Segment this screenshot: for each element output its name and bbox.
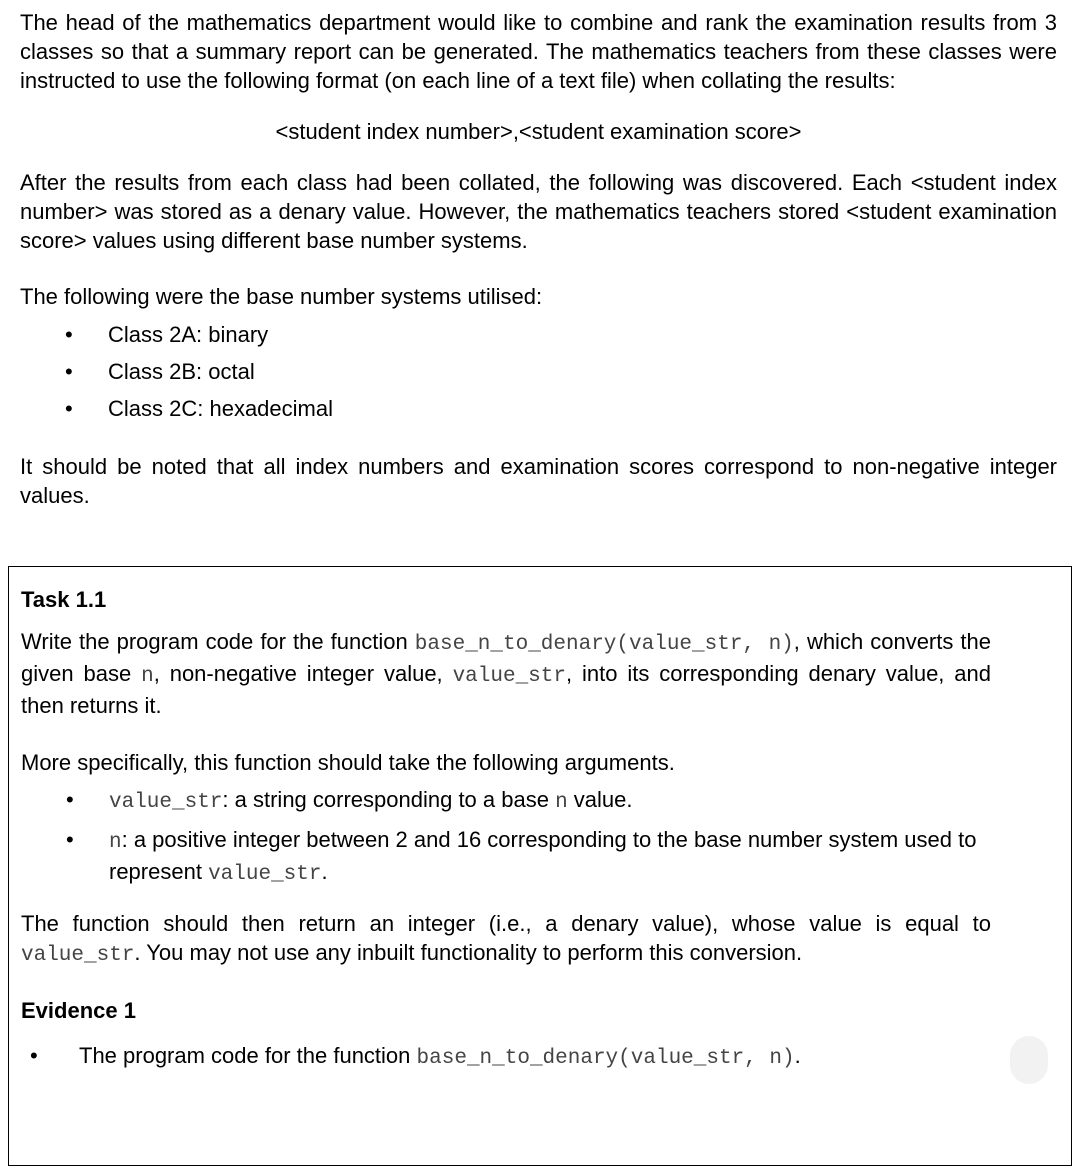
list-item: • n: a positive integer between 2 and 16 corresponding to the base number system used to represent value_str. xyxy=(66,827,977,886)
task-paragraph-3: The function should then return an integer (i.e., a denary value), whose value is equal to value_str. You may not use any inbuilt functionality to perform this conversion. xyxy=(21,911,991,967)
arguments-list xyxy=(21,785,991,889)
bullet-icon: • xyxy=(66,827,74,852)
bullet-icon: • xyxy=(66,787,74,812)
class-label: Class 2C: hexadecimal xyxy=(108,396,333,421)
evidence-list xyxy=(21,1041,991,1073)
task-paragraph-2: More specifically, this function should take the following arguments. xyxy=(21,750,675,775)
list-item xyxy=(20,394,1057,431)
class-label: Class 2B: octal xyxy=(108,359,255,384)
intro-paragraph-2: After the results from each class had been collated, the following was discovered. Each <student index number> was stored as a denary value. However, the mathematics teachers stored <student examination score> values using different base number systems. xyxy=(20,170,1057,253)
intro-paragraph-4: It should be noted that all index numbers and examination scores correspond to non-negative integer values. xyxy=(20,454,1057,508)
function-signature: base_n_to_denary(value_str, n) xyxy=(414,633,794,656)
corner-watermark xyxy=(1010,1036,1048,1084)
task-title: Task 1.1 xyxy=(21,587,107,612)
task-paragraph-1: Write the program code for the function base_n_to_denary(value_str, n), which converts the given base n, non-negative integer value, value_str, into its corresponding denary value, and then returns it. xyxy=(21,629,992,718)
list-item xyxy=(20,357,1057,394)
evidence-title: Evidence 1 xyxy=(21,998,136,1023)
intro-paragraph-1: The head of the mathematics department would like to combine and rank the examination results from 3 classes so that a summary report can be generated. The mathematics teachers from these classes were instructed to use the following format (on each line of a text file) when collating the results: xyxy=(20,10,1057,93)
class-label: Class 2A: binary xyxy=(108,322,269,347)
bullet-icon: • xyxy=(65,396,73,421)
list-item: • The program code for the function base_n_to_denary(value_str, n). xyxy=(30,1043,801,1070)
bullet-icon: • xyxy=(30,1043,38,1068)
format-line: <student index number>,<student examination score> xyxy=(275,119,802,144)
list-item xyxy=(20,320,1057,357)
intro-paragraph-3: The following were the base number systems utilised: xyxy=(20,284,543,309)
base-systems-list xyxy=(20,320,1057,431)
bullet-icon: • xyxy=(65,322,73,347)
task-box xyxy=(8,566,1072,1166)
list-item: • value_str: a string corresponding to a base n value. xyxy=(66,787,633,814)
bullet-icon: • xyxy=(65,359,73,384)
intro-section xyxy=(20,8,1057,510)
